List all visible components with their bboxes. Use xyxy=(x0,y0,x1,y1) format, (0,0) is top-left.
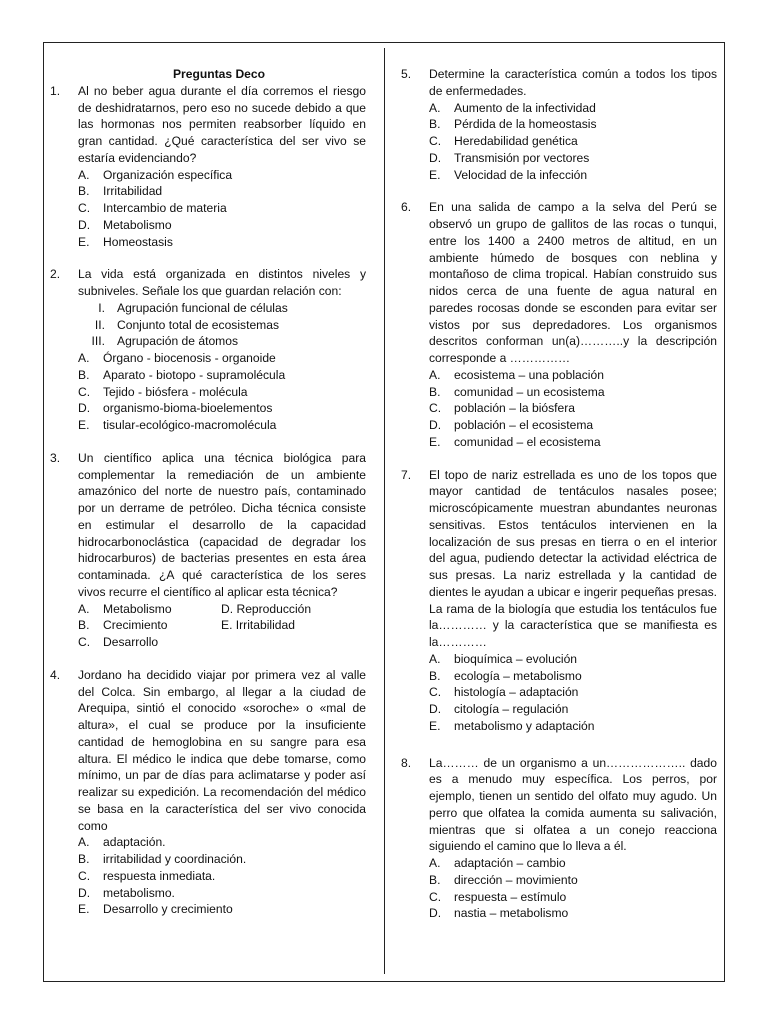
option-letter: D. xyxy=(78,217,91,232)
option-text: irritabilidad y coordinación. xyxy=(103,852,247,866)
question-5 xyxy=(401,66,717,183)
option-letter: B. xyxy=(429,117,441,132)
roman-item xyxy=(78,333,366,350)
option-text: Organización específica xyxy=(103,167,233,182)
option-text: dirección – movimiento xyxy=(454,872,578,887)
option: D. Reproducción xyxy=(221,601,312,616)
question-number: 8. xyxy=(401,755,412,770)
right-column xyxy=(401,66,717,922)
option-letter: E. xyxy=(78,902,90,917)
option-letter: A. xyxy=(78,835,90,850)
question-number: 6. xyxy=(401,200,412,215)
option-text: Metabolismo xyxy=(103,601,172,616)
option-text: Órgano - biocenosis - organoide xyxy=(103,351,276,365)
question-7 xyxy=(401,467,717,735)
option-letter: B. xyxy=(78,367,90,382)
option-letter: D. xyxy=(429,702,442,716)
question-stem: En una salida de campo a la selva del Perú se observó un grupo de gallitos de las rocas o tunqui, entre los 1400 a 2400 metros de altitud, en un ambiente húmedo de bosques con neblina y montañoso de clima tropical. Habían construido sus nidos cerca de una fuente de agua natural en paredes rocosas donde se esconden para evitar ser vistos por sus depredadores. Los organismos descritos conforman un(a)………..y la descripción corresponde a …………… xyxy=(429,200,717,365)
option-text: población – la biósfera xyxy=(454,401,576,416)
question-stem: El topo de nariz estrellada es uno de los topos que mayor cantidad de tentáculos nasales posee; microscópicamente muestran abundantes neuronas sensitivas. Estos tentáculos intervienen en la localización de sus presas en tierra o en el interior del agua, pudiendo detectar la actividad eléctrica de sus presas. La nariz estrellada y la cantidad de dientes le ayudan a ubicar e ingerir pequeñas presas. La rama de la biología que estudia los tentáculos fue la………… y la característica que se manifiesta es la………… xyxy=(429,467,717,649)
question-number: 1. xyxy=(50,83,61,98)
option xyxy=(78,617,221,634)
option xyxy=(429,889,717,906)
option-letter: D. xyxy=(78,401,91,416)
option-text: adaptación – cambio xyxy=(454,856,566,870)
question-number: 2. xyxy=(50,267,61,282)
option xyxy=(78,851,366,868)
option-letter: D. xyxy=(429,150,442,165)
option xyxy=(78,200,366,217)
option-text: respuesta inmediata. xyxy=(103,868,216,883)
option xyxy=(78,350,366,367)
roman-text: Agrupación de átomos xyxy=(117,334,239,349)
option xyxy=(429,100,717,117)
option xyxy=(78,217,366,234)
option xyxy=(78,417,366,434)
option xyxy=(429,701,717,718)
option-letter: D. xyxy=(78,885,91,900)
roman-text: Conjunto total de ecosistemas xyxy=(117,317,280,332)
page-title: Preguntas Deco xyxy=(172,67,266,81)
question-stem: La vida está organizada en distintos niveles y subniveles. Señale los que guardan relación con: xyxy=(78,267,366,298)
option-letter: A. xyxy=(429,651,441,666)
option xyxy=(78,234,366,251)
option-letter: C. xyxy=(429,685,442,700)
option-letter: B. xyxy=(429,668,441,683)
option xyxy=(78,634,221,651)
option-text: población – el ecosistema xyxy=(454,418,594,432)
option xyxy=(429,905,717,922)
question-number: 3. xyxy=(50,450,61,465)
option xyxy=(429,116,717,133)
question-stem: Jordano ha decidido viajar por primera vez al valle del Colca. Sin embargo, al llegar a la ciudad de Arequipa, sintió el conocido «soroche» o «mal de altura», el cual se produce por la insuficiente cantidad de hemoglobina en su sangre para esa altura. El médico le indica que debe tomarse, como mínimo, un par de días para aclimatarse y poder así realizar su expedición. La recomendación del médico se basa en la característica del ser vivo conocida como xyxy=(78,667,366,833)
question-number: 5. xyxy=(401,67,412,81)
option-letter: A. xyxy=(429,856,441,870)
question-8 xyxy=(401,755,717,923)
option xyxy=(78,384,366,401)
option-text: Desarrollo y crecimiento xyxy=(103,902,233,917)
option-text: Tejido - biósfera - molécula xyxy=(103,384,248,399)
roman-item xyxy=(78,300,366,317)
option-letter: D. xyxy=(429,906,442,921)
option-text: nastia – metabolismo xyxy=(454,906,569,921)
option xyxy=(429,684,717,701)
option-text: comunidad – un ecosistema xyxy=(454,384,605,399)
option-letter: C. xyxy=(429,401,442,416)
option xyxy=(429,434,717,451)
option xyxy=(78,885,366,902)
option-letter: B. xyxy=(429,384,441,399)
option-letter: C. xyxy=(78,201,91,215)
question-3 xyxy=(50,450,366,651)
option-text: Desarrollo xyxy=(103,635,159,649)
option-text: Pérdida de la homeostasis xyxy=(454,117,597,132)
question-stem: La……… de un organismo a un……………….. dado es a menudo muy específica. Los perros, por ejemplo, tienen un sentido del olfato muy agudo. Un perro que olfatea la comida aumenta su salivación, mientras que si olfatea a un conejo reacciona siguiendo el camino que lo lleva a él. xyxy=(429,755,717,854)
option xyxy=(78,183,366,200)
question-1 xyxy=(50,83,366,251)
option-letter: E. xyxy=(429,434,441,449)
option xyxy=(429,651,717,668)
option-letter: C. xyxy=(429,889,442,904)
option-letter: A. xyxy=(78,351,90,365)
option xyxy=(78,400,366,417)
option xyxy=(429,668,717,685)
option xyxy=(429,133,717,150)
roman-numeral: II. xyxy=(94,317,105,332)
option xyxy=(429,150,717,167)
option xyxy=(78,367,366,384)
question-number: 7. xyxy=(401,467,412,482)
question-4 xyxy=(50,667,366,918)
option-letter: A. xyxy=(429,100,441,115)
option-letter: A. xyxy=(429,367,441,382)
option-letter: C. xyxy=(78,635,91,649)
option-letter: A. xyxy=(78,601,90,616)
option-letter: E. xyxy=(78,234,90,249)
option-letter: B. xyxy=(78,852,90,866)
option-letter: B. xyxy=(78,184,90,199)
option-text: Irritabilidad xyxy=(103,184,163,199)
roman-item xyxy=(78,317,366,334)
option xyxy=(429,400,717,417)
roman-numeral: III. xyxy=(91,334,105,349)
option-letter: C. xyxy=(429,134,442,148)
option-letter: C. xyxy=(78,868,91,883)
option-text: Velocidad de la infección xyxy=(454,167,588,182)
option-letter: B. xyxy=(429,872,441,887)
option-letter: A. xyxy=(78,167,90,182)
option-letter: E. xyxy=(429,718,441,733)
option-text: citología – regulación xyxy=(454,702,569,716)
option xyxy=(78,901,366,918)
option xyxy=(429,167,717,184)
option-text: Heredabilidad genética xyxy=(454,134,578,148)
question-stem: Un científico aplica una técnica biológica para complementar la remediación de un ambiente amazónico del norte de nuestro país, contaminado por un derrame de petróleo. Dicha técnica consiste en estimular el desarrollo de la capacidad hidrocarbonoclástica (capacidad de degradar los hidrocarburos) de bacterias presentes en esta área contaminada. ¿A qué característica de los seres vivos recurre el científico al aplicar esta técnica? xyxy=(78,450,366,599)
option xyxy=(78,834,366,851)
option xyxy=(429,417,717,434)
option-text: comunidad – el ecosistema xyxy=(454,434,601,449)
option-letter: B. xyxy=(78,618,90,633)
option xyxy=(78,601,221,618)
question-number: 4. xyxy=(50,667,61,682)
roman-numeral: I. xyxy=(98,300,105,315)
option xyxy=(429,718,717,735)
option-text: Intercambio de materia xyxy=(103,201,227,215)
column-divider xyxy=(384,48,385,974)
question-stem: Al no beber agua durante el día corremos el riesgo de deshidratarnos, pero eso no sucede debido a que las hormonas nos permiten reabsorber líquido en gran cantidad. ¿Qué característica del ser vivo se estaría evidenciando? xyxy=(78,83,366,165)
option-letter: E. xyxy=(78,418,90,432)
option-text: tisular-ecológico-macromolécula xyxy=(103,418,277,432)
option-text: metabolismo. xyxy=(103,885,175,900)
option-text: Crecimiento xyxy=(103,618,168,633)
option-text: Aparato - biotopo - supramolécula xyxy=(103,367,286,382)
option-text: organismo-bioma-bioelementos xyxy=(103,401,273,416)
option xyxy=(429,384,717,401)
question-2 xyxy=(50,266,366,434)
question-stem: Determine la característica común a todos los tipos de enfermedades. xyxy=(429,67,717,98)
option-letter: E. xyxy=(429,167,441,182)
option-text: ecosistema – una población xyxy=(454,367,604,382)
option: E. Irritabilidad xyxy=(221,618,295,633)
option-text: Homeostasis xyxy=(103,234,173,249)
option xyxy=(429,367,717,384)
roman-text: Agrupación funcional de células xyxy=(117,300,288,315)
question-6 xyxy=(401,199,717,450)
option-text: Transmisión por vectores xyxy=(454,150,590,165)
option-text: ecología – metabolismo xyxy=(454,668,582,683)
option xyxy=(78,868,366,885)
option-text: Aumento de la infectividad xyxy=(454,100,596,115)
option-text: histología – adaptación xyxy=(454,685,579,700)
option-text: Metabolismo xyxy=(103,217,172,232)
option-text: bioquímica – evolución xyxy=(454,651,578,666)
left-column xyxy=(50,66,366,918)
option xyxy=(429,855,717,872)
option-letter: C. xyxy=(78,384,91,399)
option-text: adaptación. xyxy=(103,835,166,850)
option-letter: D. xyxy=(429,418,442,432)
option xyxy=(429,872,717,889)
option-text: metabolismo y adaptación xyxy=(454,718,595,733)
option xyxy=(78,167,366,184)
options-grid xyxy=(78,601,366,651)
option-text: respuesta – estímulo xyxy=(454,889,567,904)
